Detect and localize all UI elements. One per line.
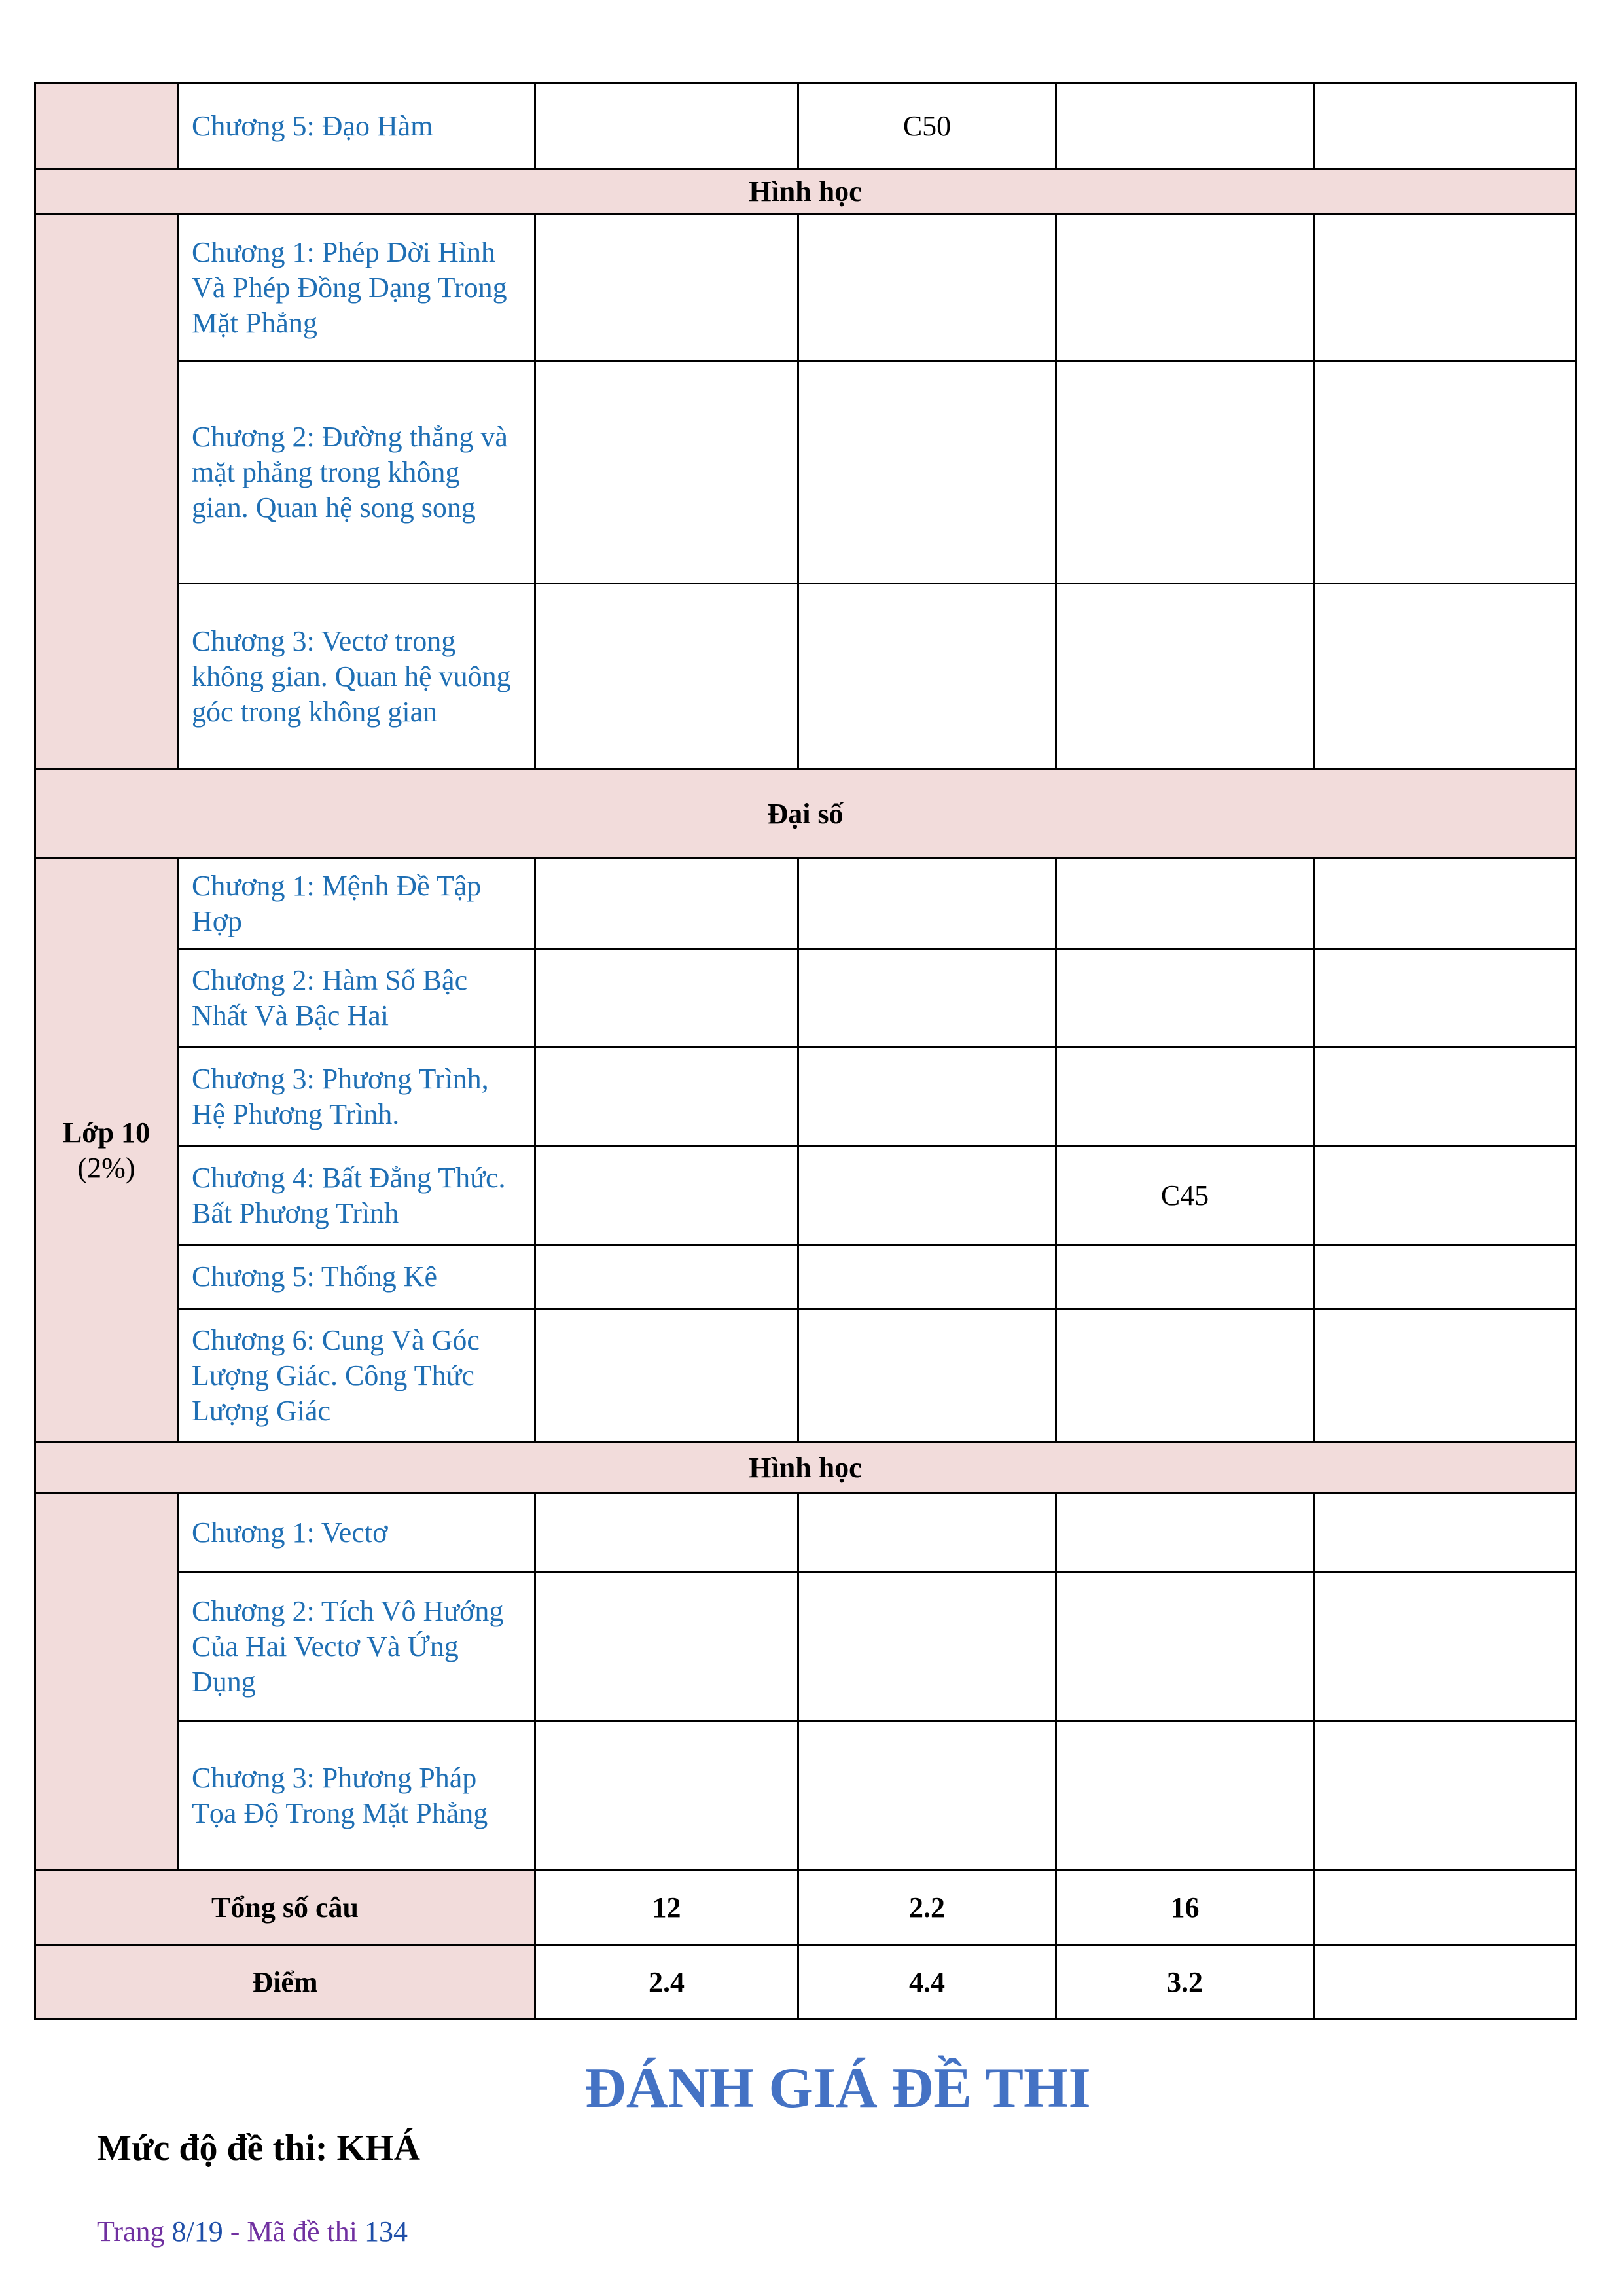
level-cell bbox=[1314, 1494, 1576, 1572]
level-cell bbox=[1314, 859, 1576, 949]
exam-code: 134 bbox=[365, 2215, 408, 2248]
section-heading: Đại số bbox=[35, 770, 1576, 859]
level-cell bbox=[535, 1494, 798, 1572]
level-cell bbox=[1314, 1245, 1576, 1309]
level-cell bbox=[1056, 584, 1314, 770]
grade-cell bbox=[35, 1494, 178, 1871]
level-cell bbox=[798, 859, 1056, 949]
section-heading: Hình học bbox=[35, 1443, 1576, 1494]
level-cell bbox=[1314, 584, 1576, 770]
level-cell bbox=[535, 1309, 798, 1443]
chapter-cell: Chương 3: Phương Pháp Tọa Độ Trong Mặt Phẳng bbox=[178, 1721, 535, 1871]
total-value: 2.2 bbox=[798, 1871, 1056, 1945]
chapter-cell: Chương 5: Thống Kê bbox=[178, 1245, 535, 1309]
score-label: Điểm bbox=[35, 1945, 535, 2020]
level-cell bbox=[1314, 1721, 1576, 1871]
total-value bbox=[1314, 1871, 1576, 1945]
level-cell bbox=[535, 1245, 798, 1309]
chapter-cell: Chương 4: Bất Đẳng Thức. Bất Phương Trình bbox=[178, 1147, 535, 1245]
table-row bbox=[35, 1309, 1576, 1443]
chapter-cell: Chương 2: Đường thẳng và mặt phẳng trong không gian. Quan hệ song song bbox=[178, 361, 535, 584]
chapter-cell: Chương 5: Đạo Hàm bbox=[178, 84, 535, 169]
level-cell bbox=[1314, 1047, 1576, 1147]
footer-middle: - Mã đề thi bbox=[223, 2215, 365, 2248]
level-cell bbox=[1314, 1147, 1576, 1245]
level-cell bbox=[1314, 1572, 1576, 1721]
score-value: 3.2 bbox=[1056, 1945, 1314, 2020]
level-cell bbox=[1056, 1245, 1314, 1309]
level-cell bbox=[798, 1721, 1056, 1871]
level-cell bbox=[798, 1309, 1056, 1443]
level-cell bbox=[1056, 1047, 1314, 1147]
level-cell bbox=[535, 859, 798, 949]
table-row bbox=[35, 1572, 1576, 1721]
chapter-cell: Chương 3: Phương Trình, Hệ Phương Trình. bbox=[178, 1047, 535, 1147]
table-row bbox=[35, 859, 1576, 949]
chapter-cell: Chương 6: Cung Và Góc Lượng Giác. Công Thức Lượng Giác bbox=[178, 1309, 535, 1443]
section-heading: Hình học bbox=[35, 169, 1576, 215]
section-row bbox=[35, 770, 1576, 859]
level-cell bbox=[798, 215, 1056, 361]
level-cell: C45 bbox=[1056, 1147, 1314, 1245]
table-row bbox=[35, 215, 1576, 361]
level-cell bbox=[535, 361, 798, 584]
table-row bbox=[35, 949, 1576, 1047]
chapter-cell: Chương 2: Tích Vô Hướng Của Hai Vectơ Và Ứng Dụng bbox=[178, 1572, 535, 1721]
level-cell bbox=[798, 1245, 1056, 1309]
level-cell bbox=[1056, 1721, 1314, 1871]
chapter-cell: Chương 1: Mệnh Đề Tập Hợp bbox=[178, 859, 535, 949]
table-row bbox=[35, 584, 1576, 770]
evaluation-title: ĐÁNH GIÁ ĐỀ THI bbox=[584, 2056, 1091, 2120]
level-cell bbox=[1056, 84, 1314, 169]
table-row bbox=[35, 1721, 1576, 1871]
table-row bbox=[35, 361, 1576, 584]
total-value: 16 bbox=[1056, 1871, 1314, 1945]
level-cell bbox=[798, 1494, 1056, 1572]
section-row bbox=[35, 169, 1576, 215]
level-cell bbox=[1056, 1572, 1314, 1721]
grade-cell bbox=[35, 215, 178, 770]
score-value: 2.4 bbox=[535, 1945, 798, 2020]
table-row bbox=[35, 1245, 1576, 1309]
level-cell: C50 bbox=[798, 84, 1056, 169]
level-cell bbox=[535, 1047, 798, 1147]
level-cell bbox=[798, 949, 1056, 1047]
grade-label: Lớp 10 bbox=[62, 1116, 151, 1149]
page-number: 8/19 bbox=[171, 2215, 223, 2248]
level-cell bbox=[535, 1572, 798, 1721]
level-cell bbox=[1056, 1494, 1314, 1572]
chapter-cell: Chương 1: Phép Dời Hình Và Phép Đồng Dạng Trong Mặt Phẳng bbox=[178, 215, 535, 361]
total-questions-row bbox=[35, 1871, 1576, 1945]
level-cell bbox=[1314, 949, 1576, 1047]
level-cell bbox=[1314, 84, 1576, 169]
level-cell bbox=[1314, 215, 1576, 361]
grade-cell bbox=[35, 859, 178, 1443]
level-cell bbox=[535, 215, 798, 361]
level-cell bbox=[535, 1721, 798, 1871]
grade-percent: (2%) bbox=[77, 1151, 135, 1184]
table-row bbox=[35, 1494, 1576, 1572]
score-value bbox=[1314, 1945, 1576, 2020]
difficulty-level: Mức độ đề thi: KHÁ bbox=[97, 2128, 421, 2168]
level-cell bbox=[535, 84, 798, 169]
total-value: 12 bbox=[535, 1871, 798, 1945]
total-questions-label: Tổng số câu bbox=[35, 1871, 535, 1945]
page-footer bbox=[97, 2215, 408, 2248]
exam-matrix-table bbox=[34, 82, 1577, 2020]
level-cell bbox=[1056, 949, 1314, 1047]
level-cell bbox=[798, 361, 1056, 584]
level-cell bbox=[1056, 859, 1314, 949]
level-cell bbox=[798, 1572, 1056, 1721]
level-cell bbox=[1056, 215, 1314, 361]
chapter-cell: Chương 1: Vectơ bbox=[178, 1494, 535, 1572]
level-cell bbox=[1056, 1309, 1314, 1443]
score-value: 4.4 bbox=[798, 1945, 1056, 2020]
level-cell bbox=[535, 949, 798, 1047]
table-row bbox=[35, 1147, 1576, 1245]
table-row bbox=[35, 84, 1576, 169]
level-cell bbox=[1314, 1309, 1576, 1443]
level-cell bbox=[798, 1147, 1056, 1245]
level-cell bbox=[798, 1047, 1056, 1147]
level-cell bbox=[1056, 361, 1314, 584]
grade-cell bbox=[35, 84, 178, 169]
level-cell bbox=[535, 584, 798, 770]
chapter-cell: Chương 3: Vectơ trong không gian. Quan hệ vuông góc trong không gian bbox=[178, 584, 535, 770]
level-cell bbox=[1314, 361, 1576, 584]
table-row bbox=[35, 1047, 1576, 1147]
level-cell bbox=[535, 1147, 798, 1245]
level-cell bbox=[798, 584, 1056, 770]
section-row bbox=[35, 1443, 1576, 1494]
chapter-cell: Chương 2: Hàm Số Bậc Nhất Và Bậc Hai bbox=[178, 949, 535, 1047]
footer-prefix: Trang bbox=[97, 2215, 172, 2248]
score-row bbox=[35, 1945, 1576, 2020]
